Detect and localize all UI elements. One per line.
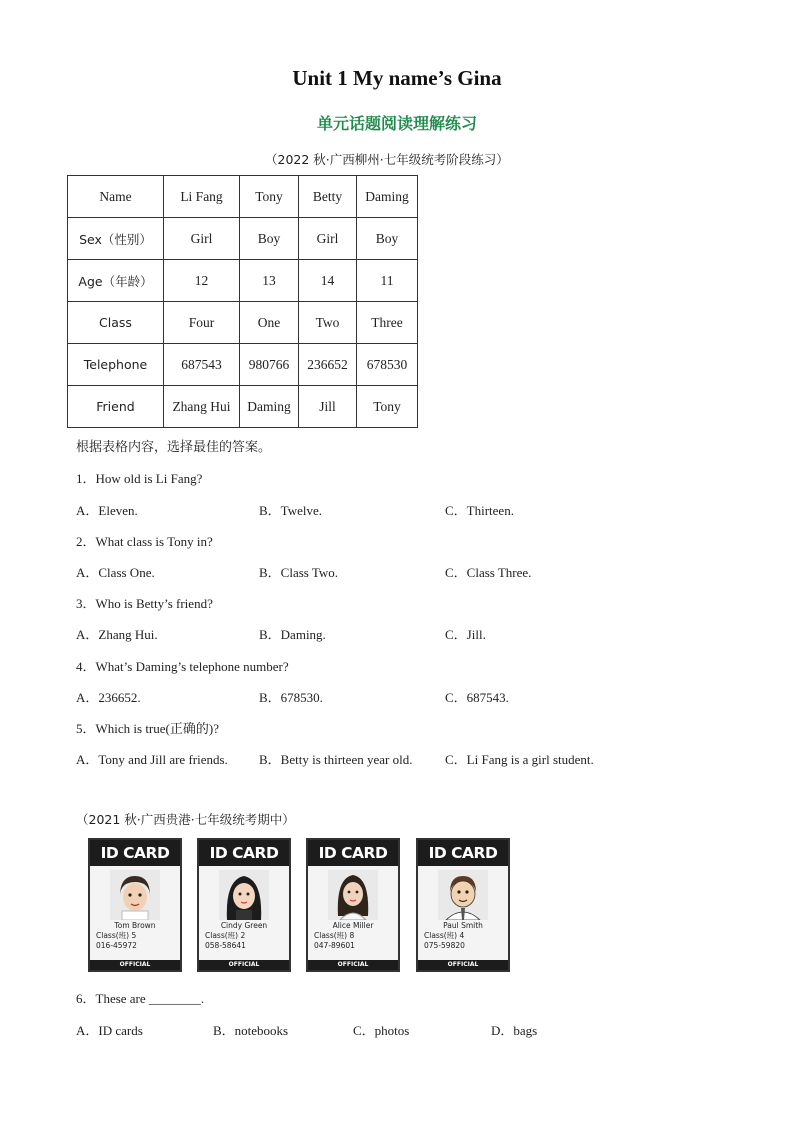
- man-cartoon-icon: [438, 870, 488, 920]
- table-row: [68, 344, 418, 386]
- table-cell: 13: [240, 260, 299, 302]
- q2-option-c[interactable]: C．Class Three.: [445, 565, 532, 580]
- table-cell: Three: [357, 302, 418, 344]
- table-cell: 236652: [299, 344, 357, 386]
- table-cell: Daming: [357, 176, 418, 218]
- table-cell: Two: [299, 302, 357, 344]
- id-card-cindy: [197, 838, 291, 972]
- q3-option-c[interactable]: C．Jill.: [445, 627, 486, 642]
- table-row: [68, 260, 418, 302]
- card-class: Class(班) 8: [314, 931, 355, 940]
- q6-option-d[interactable]: D．bags: [491, 1023, 538, 1038]
- table-cell: 11: [357, 260, 418, 302]
- section1-source: （2022 秋·广西柳州·七年级统考阶段练习）: [265, 152, 509, 167]
- table-cell: Girl: [299, 218, 357, 260]
- card-class: Class(班) 4: [424, 931, 465, 940]
- card-name: Alice Miller: [332, 921, 374, 930]
- card-header: ID CARD: [199, 840, 289, 866]
- table-cell: Betty: [299, 176, 357, 218]
- table-cell: 687543: [164, 344, 240, 386]
- q5-option-c[interactable]: C．Li Fang is a girl student.: [445, 752, 594, 767]
- table-cell: One: [240, 302, 299, 344]
- id-card-alice: [306, 838, 400, 972]
- card-telephone: 047-89601: [314, 941, 355, 950]
- table-row: [68, 218, 418, 260]
- question-4: 4．What’s Daming’s telephone number?: [76, 659, 289, 674]
- table-cell: Daming: [240, 386, 299, 428]
- q5-option-b[interactable]: B．Betty is thirteen year old.: [259, 752, 413, 767]
- instruction: 根据表格内容，选择最佳的答案。: [76, 440, 272, 455]
- table-cell: Age（年龄）: [68, 260, 164, 302]
- table-cell: Boy: [357, 218, 418, 260]
- q6-option-b[interactable]: B．notebooks: [213, 1023, 289, 1038]
- q4-option-c[interactable]: C．687543.: [445, 690, 509, 705]
- id-card-paul: [416, 838, 510, 972]
- table-row: [68, 302, 418, 344]
- card-official-strip: OFFICIAL: [90, 960, 180, 970]
- question-3: 3．Who is Betty’s friend?: [76, 596, 213, 611]
- table-cell: 980766: [240, 344, 299, 386]
- card-class: Class(班) 2: [205, 931, 246, 940]
- table-cell: 14: [299, 260, 357, 302]
- q3-option-b[interactable]: B．Daming.: [259, 627, 326, 642]
- page-title: Unit 1 My name’s Gina: [292, 66, 502, 90]
- card-name: Tom Brown: [114, 921, 156, 930]
- q6-option-c[interactable]: C．photos: [353, 1023, 410, 1038]
- card-official-strip: OFFICIAL: [418, 960, 508, 970]
- table-cell: Jill: [299, 386, 357, 428]
- card-header: ID CARD: [308, 840, 398, 866]
- table-cell: Name: [68, 176, 164, 218]
- card-name: Paul Smith: [443, 921, 483, 930]
- q4-option-a[interactable]: A．236652.: [76, 690, 141, 705]
- page-subtitle: 单元话题阅读理解练习: [316, 114, 477, 133]
- card-telephone: 058-58641: [205, 941, 246, 950]
- q4-option-b[interactable]: B．678530.: [259, 690, 323, 705]
- question-2: 2．What class is Tony in?: [76, 534, 213, 549]
- child-photo-icon: [110, 870, 160, 920]
- q3-option-a[interactable]: A．Zhang Hui.: [76, 627, 158, 642]
- table-cell: Boy: [240, 218, 299, 260]
- q2-option-b[interactable]: B．Class Two.: [259, 565, 339, 580]
- question-1: 1．How old is Li Fang?: [76, 471, 203, 486]
- table-cell: 12: [164, 260, 240, 302]
- question-5: 5．Which is true(正确的)?: [76, 721, 219, 736]
- table-cell: Tony: [357, 386, 418, 428]
- table-cell: Tony: [240, 176, 299, 218]
- table-cell: Zhang Hui: [164, 386, 240, 428]
- card-name: Cindy Green: [220, 921, 268, 930]
- table-row: [68, 176, 418, 218]
- card-telephone: 075-59820: [424, 941, 465, 950]
- card-header: ID CARD: [418, 840, 508, 866]
- question-6: 6．These are ________.: [76, 991, 205, 1006]
- card-header: ID CARD: [90, 840, 180, 866]
- q6-option-a[interactable]: A．ID cards: [76, 1023, 143, 1038]
- id-card-tom: [88, 838, 182, 972]
- table-cell: 678530: [357, 344, 418, 386]
- q1-option-a[interactable]: A．Eleven.: [76, 503, 138, 518]
- table-cell: Sex（性别）: [68, 218, 164, 260]
- q2-option-a[interactable]: A．Class One.: [76, 565, 155, 580]
- table-cell: Four: [164, 302, 240, 344]
- table-cell: Girl: [164, 218, 240, 260]
- card-official-strip: OFFICIAL: [199, 960, 289, 970]
- girl-photo-icon: [219, 870, 269, 920]
- q1-option-b[interactable]: B．Twelve.: [259, 503, 322, 518]
- card-telephone: 016-45972: [96, 941, 137, 950]
- woman-photo-icon: [328, 870, 378, 920]
- table-cell: Class: [68, 302, 164, 344]
- info-table: [67, 175, 418, 428]
- card-class: Class(班) 5: [96, 931, 137, 940]
- section2-source: （2021 秋·广西贵港·七年级统考期中）: [76, 812, 295, 827]
- q1-option-c[interactable]: C．Thirteen.: [445, 503, 514, 518]
- card-official-strip: OFFICIAL: [308, 960, 398, 970]
- table-cell: Li Fang: [164, 176, 240, 218]
- table-cell: Telephone: [68, 344, 164, 386]
- q5-option-a[interactable]: A．Tony and Jill are friends.: [76, 752, 228, 767]
- table-cell: Friend: [68, 386, 164, 428]
- table-row: [68, 386, 418, 428]
